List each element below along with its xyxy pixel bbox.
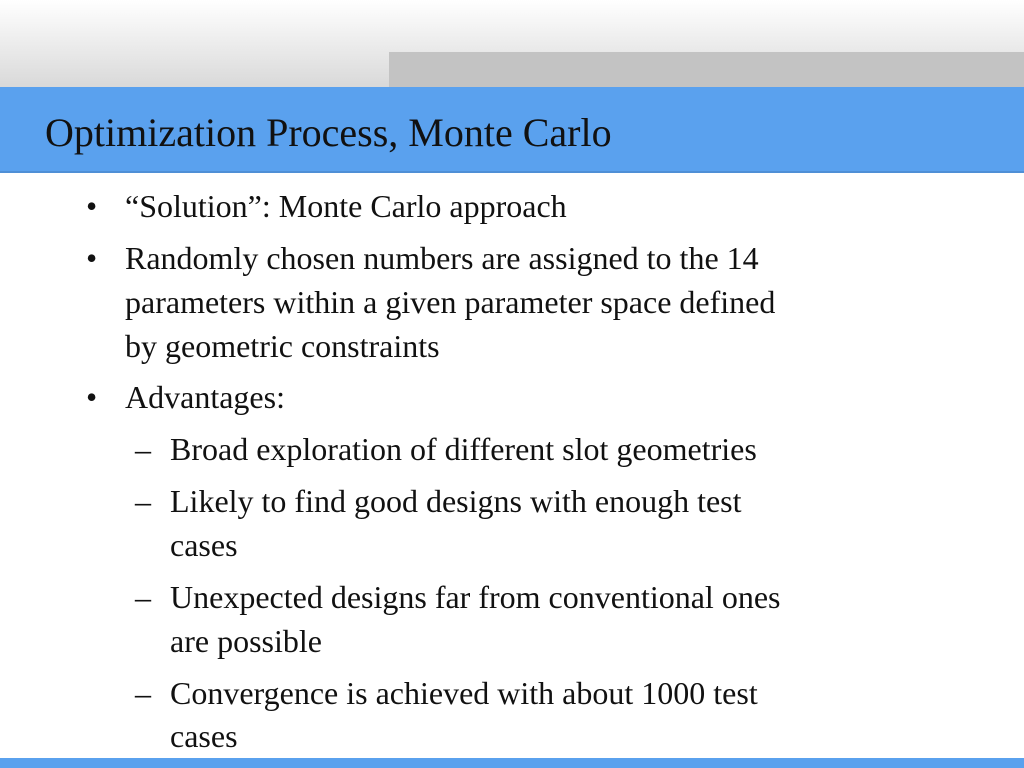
sub-bullet-text: Convergence is achieved with about 1000 test xyxy=(170,675,758,711)
sub-bullet-marker: – xyxy=(135,483,151,519)
sub-bullet-text: Broad exploration of different slot geometries xyxy=(170,431,757,467)
bullet-text: by geometric constraints xyxy=(125,328,440,364)
sub-bullet-text: Likely to find good designs with enough test xyxy=(170,483,742,519)
sub-bullet-marker: – xyxy=(135,431,151,467)
bullet-marker: • xyxy=(86,188,98,224)
bullet-marker: • xyxy=(86,379,98,415)
bullet-text: Randomly chosen numbers are assigned to the 14 xyxy=(125,240,759,276)
bullet-text: “Solution”: Monte Carlo approach xyxy=(125,188,567,224)
sub-bullet-text: cases xyxy=(170,527,238,563)
sub-bullet-text: Unexpected designs far from conventional ones xyxy=(170,579,781,615)
sub-bullet-text: cases xyxy=(170,718,238,754)
sub-bullet-marker: – xyxy=(135,675,151,711)
footer-bar xyxy=(0,758,1024,768)
sub-bullet-text: are possible xyxy=(170,623,322,659)
bullet-text: Advantages: xyxy=(125,379,285,415)
bullet-text: parameters within a given parameter space defined xyxy=(125,284,776,320)
sub-bullet-marker: – xyxy=(135,579,151,615)
bullet-marker: • xyxy=(86,240,98,276)
slide-title: Optimization Process, Monte Carlo xyxy=(45,110,612,155)
